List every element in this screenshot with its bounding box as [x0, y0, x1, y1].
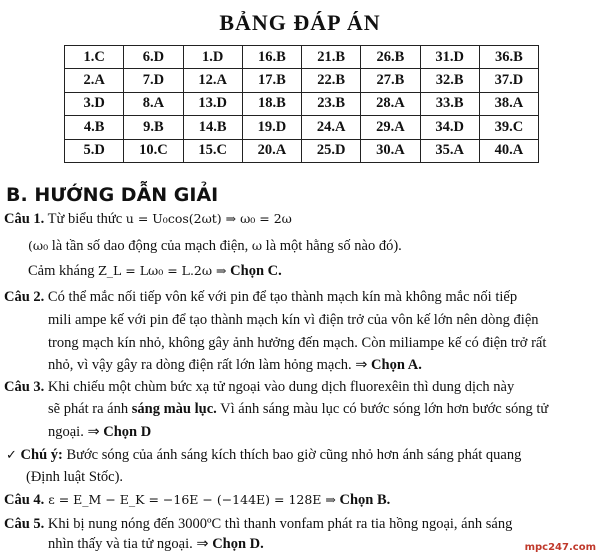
answer-cell: 5.D: [65, 139, 124, 162]
q1-text-b: Cảm kháng: [28, 263, 99, 279]
answer-cell: 33.B: [420, 92, 479, 115]
answer-cell: 15.C: [183, 139, 242, 162]
q2-line-2: mili ampe kế với pin để tạo thành mạch kín vì điện trở của vôn kế lớn nên dòng điện: [48, 312, 539, 328]
q3-text-3: ngoại. ⇒: [48, 424, 104, 440]
answer-cell: 38.A: [479, 92, 538, 115]
answer-cell: 34.D: [420, 116, 479, 139]
q3-highlight: sáng màu lục.: [131, 401, 217, 417]
q1-formula-b: Z_L = Lω₀ = L.2ω ⇒: [98, 263, 227, 278]
q1-paren-text-a: là tần số dao động của mạch điện,: [48, 238, 252, 254]
q1-omega: ω: [251, 238, 263, 253]
answer-cell: 4.B: [65, 116, 124, 139]
q2-line-3: trong mạch kín nhỏ, không gây ảnh hưởng đến mạch. Còn miliampe kế có điện trở rất: [48, 335, 547, 351]
q4-label: Câu 4.: [4, 492, 45, 508]
answer-cell: 14.B: [183, 116, 242, 139]
answer-cell: 23.B: [302, 92, 361, 115]
q4-answer: Chọn B.: [335, 492, 391, 508]
answer-cell: 39.C: [479, 116, 538, 139]
q1-paren-text-b: là một hằng số nào đó).: [262, 238, 402, 254]
q1-line-1: [4, 211, 292, 228]
answer-cell: 19.D: [242, 116, 301, 139]
q3-text-2c: Vì ánh sáng màu lục có bước sóng lớn hơn bước sóng tử: [216, 401, 549, 417]
section-title: B. HƯỚNG DẪN GIẢI: [6, 184, 219, 206]
answer-cell: 28.A: [361, 92, 420, 115]
answer-row: [65, 69, 539, 92]
q1-answer: Chọn C.: [226, 263, 282, 279]
answer-cell: 6.D: [124, 46, 183, 69]
answer-cell: 35.A: [420, 139, 479, 162]
answer-cell: 2.A: [65, 69, 124, 92]
answer-cell: 31.D: [420, 46, 479, 69]
answer-cell: 16.B: [242, 46, 301, 69]
answer-row: [65, 92, 539, 115]
q3-line-1: [4, 379, 514, 396]
q1-text-a: Từ biểu thức: [44, 211, 126, 227]
q1-line-3: [28, 263, 282, 280]
answer-cell: 1.C: [65, 46, 124, 69]
note-text-1: Bước sóng của ánh sáng kích thích bao giờ cũng nhỏ hơn ánh sáng phát quang: [62, 447, 522, 463]
q1-omega0: (ω₀: [28, 238, 49, 253]
answer-cell: 12.A: [183, 69, 242, 92]
answer-cell: 24.A: [302, 116, 361, 139]
q2-line-4: [48, 357, 422, 374]
note-line-2: (Định luật Stốc).: [26, 469, 124, 485]
page-title: BẢNG ĐÁP ÁN: [219, 10, 381, 35]
answer-table: [64, 45, 539, 163]
q5-answer: Chọn D.: [212, 536, 264, 552]
q5-line-1: [4, 516, 512, 533]
answer-cell: 26.B: [361, 46, 420, 69]
answer-row: [65, 139, 539, 162]
q2-answer: Chọn A.: [367, 357, 422, 373]
answer-cell: 7.D: [124, 69, 183, 92]
q2-text-1: Có thể mắc nối tiếp vôn kế với pin để tạo thành mạch kín mà không mắc nối tiếp: [44, 289, 518, 305]
q1-label: Câu 1.: [4, 211, 45, 227]
q4-formula: ε = E_M − E_K = −16E − (−144E) = 128E ⇒: [44, 492, 336, 507]
q5-text-1: Khi bị nung nóng đến 3000ºC thì thanh vonfam phát ra tia hồng ngoại, ánh sáng: [44, 516, 513, 532]
answer-cell: 1.D: [183, 46, 242, 69]
answer-cell: 20.A: [242, 139, 301, 162]
answer-cell: 40.A: [479, 139, 538, 162]
q1-line-2: [28, 238, 402, 255]
answer-row: [65, 116, 539, 139]
answer-cell: 3.D: [65, 92, 124, 115]
answer-cell: 25.D: [302, 139, 361, 162]
watermark: mpc247.com: [524, 542, 596, 553]
answer-cell: 18.B: [242, 92, 301, 115]
q5-label: Câu 5.: [4, 516, 45, 532]
q4-line-1: [4, 492, 390, 509]
answer-cell: 22.B: [302, 69, 361, 92]
q2-text-4: nhỏ, vì vậy gây ra dòng điện rất lớn làm hỏng mạch. ⇒: [48, 357, 368, 373]
check-icon: ✓: [6, 448, 17, 463]
answer-cell: 13.D: [183, 92, 242, 115]
answer-cell: 10.C: [124, 139, 183, 162]
q2-line-1: [4, 289, 517, 306]
q3-line-2: [48, 401, 548, 418]
q3-answer: Chọn D: [103, 424, 152, 440]
q3-text-2a: sẽ phát ra ánh: [48, 401, 132, 417]
q3-label: Câu 3.: [4, 379, 45, 395]
answer-cell: 36.B: [479, 46, 538, 69]
note-label: Chú ý:: [20, 447, 63, 463]
answer-cell: 29.A: [361, 116, 420, 139]
answer-cell: 37.D: [479, 69, 538, 92]
answer-cell: 27.B: [361, 69, 420, 92]
note-line-1: [6, 447, 521, 464]
answer-cell: 21.B: [302, 46, 361, 69]
answer-cell: 30.A: [361, 139, 420, 162]
answer-cell: 32.B: [420, 69, 479, 92]
answer-cell: 9.B: [124, 116, 183, 139]
q1-formula: u = U₀cos(2ωt) ⇒ ω₀ = 2ω: [125, 211, 292, 226]
q5-text-2: nhìn thấy và tia tử ngoại. ⇒: [48, 536, 213, 552]
q3-text-1: Khi chiếu một chùm bức xạ tử ngoại vào dung dịch fluorexêin thì dung dịch này: [44, 379, 515, 395]
answer-cell: 17.B: [242, 69, 301, 92]
q2-label: Câu 2.: [4, 289, 45, 305]
q5-line-2: [48, 536, 264, 553]
q3-line-3: [48, 424, 151, 441]
answer-row: [65, 46, 539, 69]
answer-cell: 8.A: [124, 92, 183, 115]
